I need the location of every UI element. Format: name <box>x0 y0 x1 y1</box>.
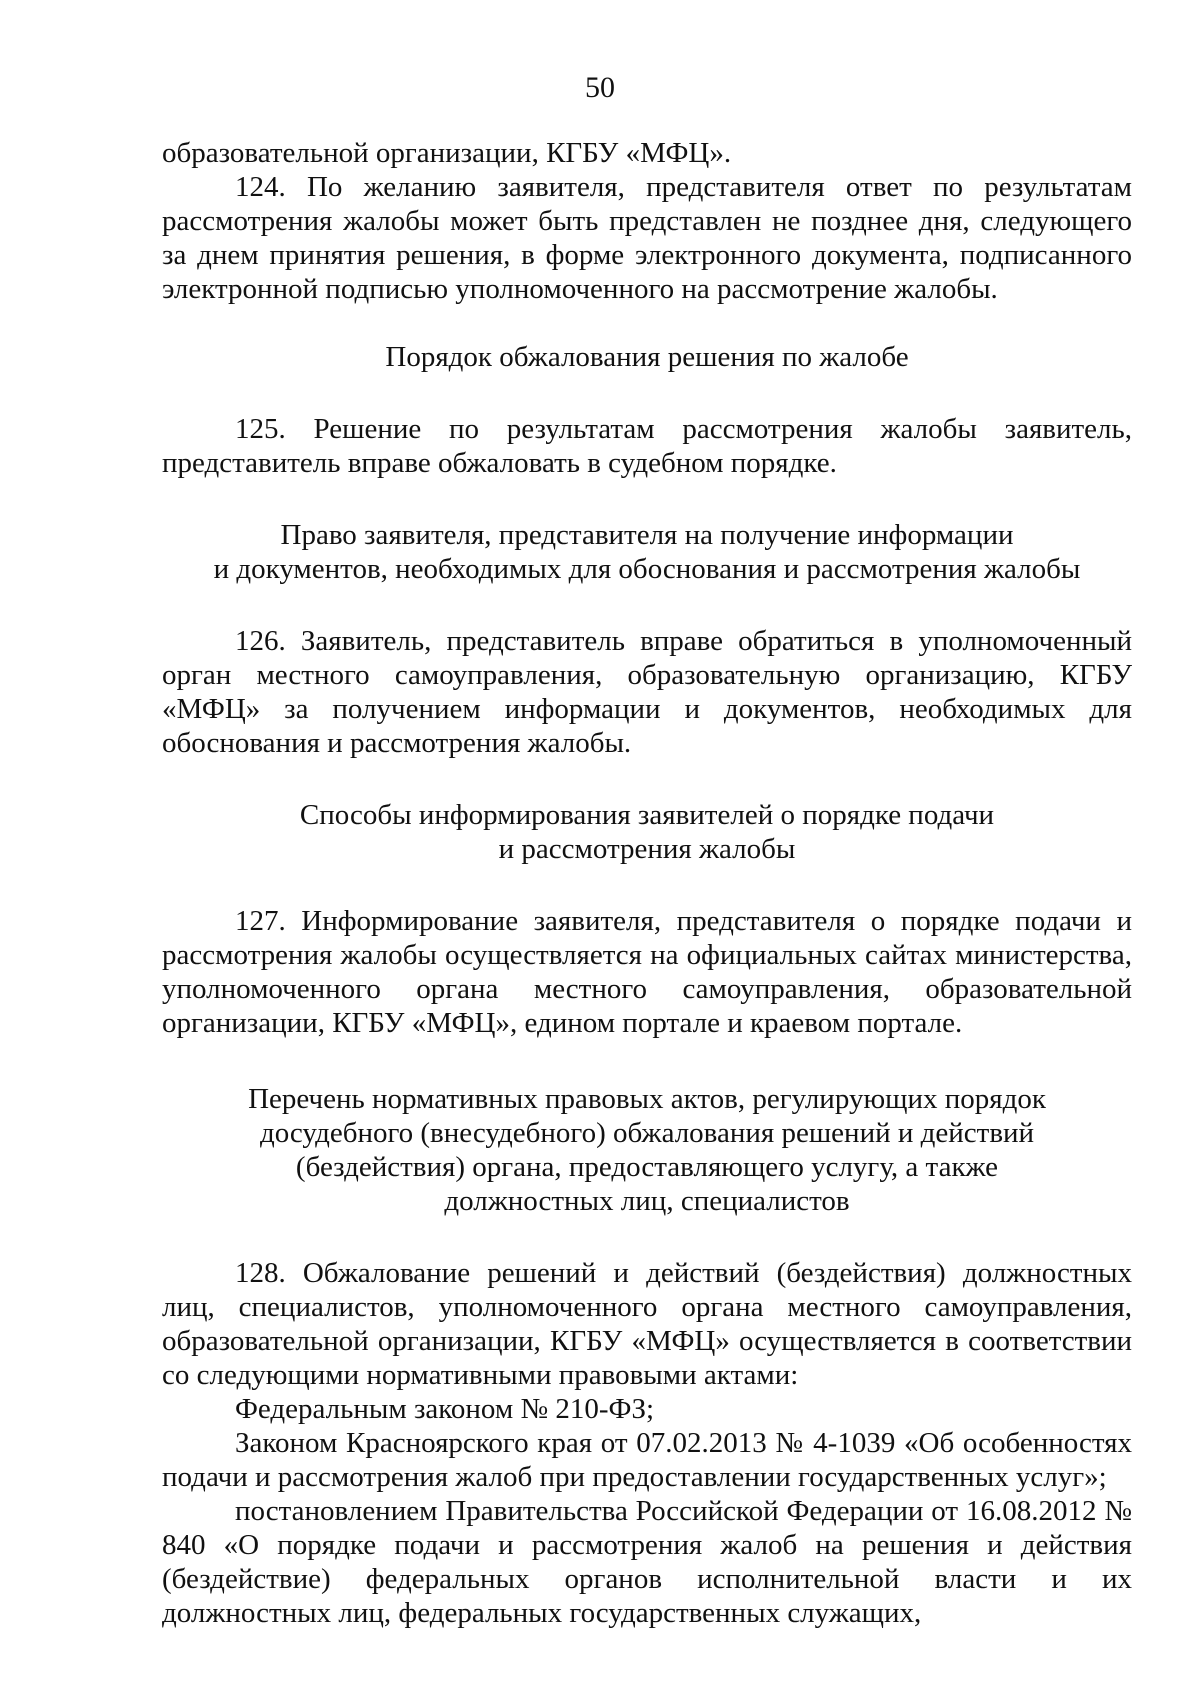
legal-act-resolution-840: постановлением Правительства Российской Федерации от 16.08.2012 № 840 «О порядке подачи и рассмотрения жалоб на решения и действия (бездействие) федеральных органов исполнительной власти и их должностных лиц, федеральных государственных служащих, <box>162 1495 1132 1629</box>
paragraph-124: 124. По желанию заявителя, представителя ответ по результатам рассмотрения жалобы может быть представлен не позднее дня, следующего за днем принятия решения, в форме электронного документа, подписанного электронной подписью уполномоченного на рассмотрение жалобы. <box>162 171 1132 305</box>
heading-right-line-2: и документов, необходимых для обоснования и рассмотрения жалобы <box>213 553 1081 585</box>
heading-list-line-2: досудебного (внесудебного) обжалования решений и действий <box>259 1117 1035 1149</box>
heading-list-line-3: (бездействия) органа, предоставляющего услугу, а также <box>295 1151 999 1183</box>
section-heading-informing-methods <box>162 798 1132 866</box>
section-heading-legal-acts <box>162 1082 1132 1218</box>
legal-act-krasnoyarsk-law: Законом Красноярского края от 07.02.2013 № 4-1039 «Об особенностях подачи и рассмотрения жалоб при предоставлении государственных услуг»; <box>162 1427 1132 1493</box>
heading-inform-line-2: и рассмотрения жалобы <box>498 833 796 865</box>
paragraph-125: 125. Решение по результатам рассмотрения жалобы заявитель, представитель вправе обжаловать в судебном порядке. <box>162 413 1132 479</box>
heading-list-line-4: должностных лиц, специалистов <box>444 1185 850 1217</box>
paragraph-123-tail: образовательной организации, КГБУ «МФЦ». <box>162 137 732 169</box>
page-number: 50 <box>585 71 615 104</box>
heading-list-line-1: Перечень нормативных правовых актов, регулирующих порядок <box>248 1083 1046 1115</box>
heading-right-line-1: Право заявителя, представителя на получение информации <box>280 519 1014 551</box>
heading-inform-line-1: Способы информирования заявителей о порядке подачи <box>299 799 995 831</box>
document-body <box>162 136 1132 1630</box>
section-heading-appeal <box>162 340 1132 374</box>
heading-appeal-line: Порядок обжалования решения по жалобе <box>385 341 909 373</box>
paragraph-128: 128. Обжалование решений и действий (бездействия) должностных лиц, специалистов, уполномоченного органа местного самоуправления, образовательной организации, КГБУ «МФЦ» осуществляется в соответствии со следующими нормативными правовыми актами: <box>162 1257 1132 1391</box>
paragraph-127: 127. Информирование заявителя, представителя о порядке подачи и рассмотрения жалобы осуществляется на официальных сайтах министерства, уполномоченного органа местного самоуправления, образовательной организации, КГБУ «МФЦ», едином портале и краевом портале. <box>162 905 1132 1039</box>
section-heading-right-to-information <box>162 518 1132 586</box>
paragraph-126: 126. Заявитель, представитель вправе обратиться в уполномоченный орган местного самоуправления, образовательную организацию, КГБУ «МФЦ» за получением информации и документов, необходимых для обоснования и рассмотрения жалобы. <box>162 625 1132 759</box>
legal-act-federal-law-210: Федеральным законом № 210-ФЗ; <box>235 1393 655 1425</box>
